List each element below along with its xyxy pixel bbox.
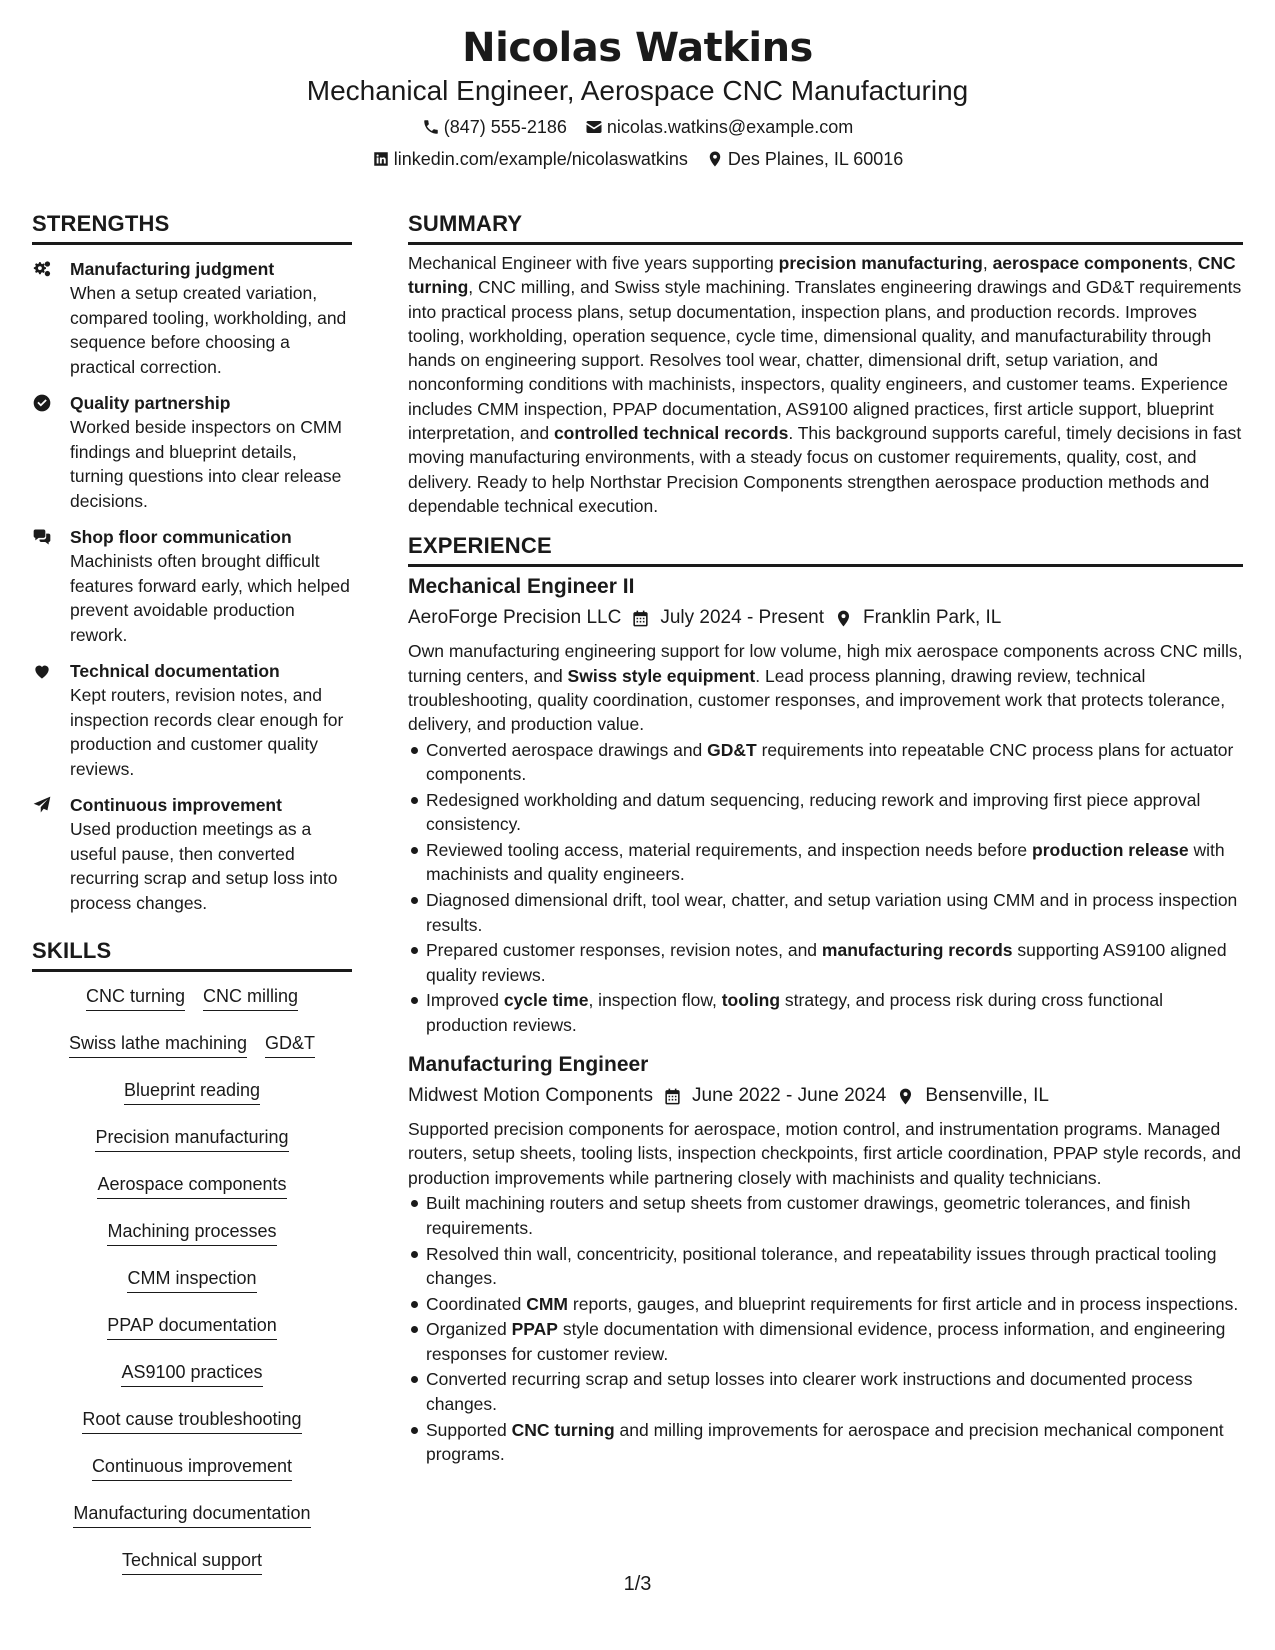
gears-icon <box>32 259 52 279</box>
list-item: Converted aerospace drawings and GD&T requirements into repeatable CNC process plans for actuator components. <box>408 738 1243 787</box>
location-pin-icon <box>706 150 724 168</box>
list-item: Organized PPAP style documentation with dimensional evidence, process information, and engineering responses for customer review. <box>408 1317 1243 1366</box>
skill-row <box>32 1072 352 1119</box>
strengths-list <box>32 257 352 915</box>
skill-row <box>32 1401 352 1448</box>
skill-tag: CNC milling <box>203 978 298 1011</box>
location-text: Des Plaines, IL 60016 <box>727 149 904 169</box>
contact-linkedin[interactable] <box>372 147 688 171</box>
experience-heading: EXPERIENCE <box>408 532 1243 567</box>
strength-item <box>32 793 352 915</box>
job-company: AeroForge Precision LLC <box>408 607 622 629</box>
left-column <box>32 210 352 1589</box>
strength-description: Worked beside inspectors on CMM findings and blueprint details, turning questions into clear release decisions. <box>70 417 343 511</box>
list-item: Resolved thin wall, concentricity, positional tolerance, and repeatability issues through practical tooling changes. <box>408 1242 1243 1291</box>
job-meta <box>408 605 1243 631</box>
skills-section <box>32 937 352 1589</box>
strength-item <box>32 525 352 647</box>
summary-paragraph: Mechanical Engineer with five years supporting precision manufacturing, aerospace components, CNC turning, CNC milling, and Swiss style machining. Translates engineering drawings and GD&T requirements into practical process plans, setup documentation, inspection plans, and production records. Improves tooling, workholding, operation sequence, cycle time, dimensional quality, and manufacturability through hands on engineering support. Resolves tool wear, chatter, dimensional drift, setup variation, and nonconforming conditions with machinists, inspectors, quality engineers, and customer teams. Experience includes CMM inspection, PPAP documentation, AS9100 aligned practices, first article support, blueprint interpretation, and controlled technical records. This background supports careful, timely decisions in fast moving manufacturing environments, with a steady focus on customer requirements, quality, cost, and delivery. Ready to help Northstar Precision Components strengthen aerospace production methods and dependable technical execution. <box>408 253 1242 516</box>
contact-line-2 <box>0 147 1275 171</box>
list-item: Reviewed tooling access, material requirements, and inspection needs before production release with machinists and quality engineers. <box>408 838 1243 887</box>
job-meta <box>408 1083 1243 1109</box>
summary-heading: SUMMARY <box>408 210 1243 245</box>
list-item: Coordinated CMM reports, gauges, and blueprint requirements for first article and in process inspections. <box>408 1292 1243 1316</box>
job-dates: June 2022 - June 2024 <box>692 1085 887 1107</box>
skills-list <box>32 972 352 1589</box>
right-column <box>408 210 1243 1466</box>
skill-tag: Manufacturing documentation <box>73 1495 310 1528</box>
strength-description: Machinists often brought difficult features forward early, which helped prevent avoidable production rework. <box>70 551 350 645</box>
linkedin-icon <box>372 150 390 168</box>
skill-tag: CNC turning <box>86 978 185 1011</box>
list-item: Redesigned workholding and datum sequencing, reducing rework and improving first piece approval consistency. <box>408 788 1243 837</box>
job-company: Midwest Motion Components <box>408 1085 653 1107</box>
calendar-icon <box>631 609 650 628</box>
contact-email[interactable] <box>585 115 853 139</box>
skill-row <box>32 1025 352 1072</box>
job-title: Manufacturing Engineer <box>408 1053 649 1077</box>
skill-tag: CMM inspection <box>127 1260 256 1293</box>
linkedin-text: linkedin.com/example/nicolaswatkins <box>393 149 688 169</box>
heart-icon <box>32 661 52 681</box>
email-text: nicolas.watkins@example.com <box>606 117 854 137</box>
skill-row <box>32 1166 352 1213</box>
strength-title: Technical documentation <box>70 661 280 681</box>
paper-plane-icon <box>32 795 52 815</box>
resume-header <box>0 24 1275 171</box>
skill-tag: AS9100 practices <box>121 1354 262 1387</box>
page-number: 1/3 <box>623 1573 652 1595</box>
strength-description: Used production meetings as a useful pause, then converted recurring scrap and setup loss into process changes. <box>70 819 338 913</box>
strength-description: When a setup created variation, compared tooling, workholding, and sequence before choosing a practical correction. <box>70 283 347 377</box>
strength-title: Shop floor communication <box>70 527 292 547</box>
job-bullets <box>408 738 1243 1037</box>
envelope-icon <box>585 118 603 136</box>
strength-title: Quality partnership <box>70 393 231 413</box>
contact-line-1 <box>0 115 1275 139</box>
skill-tag: Blueprint reading <box>124 1072 260 1105</box>
skill-tag: GD&T <box>265 1025 315 1058</box>
skill-tag: Aerospace components <box>97 1166 286 1199</box>
job-location: Franklin Park, IL <box>863 607 1002 629</box>
strength-description: Kept routers, revision notes, and inspection records clear enough for production and customer quality reviews. <box>70 685 344 779</box>
strength-title: Continuous improvement <box>70 795 282 815</box>
skill-row <box>32 1354 352 1401</box>
skill-tag: Machining processes <box>107 1213 276 1246</box>
experience-section <box>408 532 1243 1466</box>
job-list <box>408 573 1243 1466</box>
strength-item <box>32 391 352 513</box>
strength-title: Manufacturing judgment <box>70 259 275 279</box>
skill-tag: Root cause troubleshooting <box>82 1401 301 1434</box>
skill-tag: Swiss lathe machining <box>69 1025 247 1058</box>
calendar-icon <box>663 1087 682 1106</box>
location-pin-icon <box>896 1087 915 1106</box>
skills-heading: SKILLS <box>32 937 352 972</box>
list-item: Diagnosed dimensional drift, tool wear, chatter, and setup variation using CMM and in process inspection results. <box>408 888 1243 937</box>
strength-item <box>32 659 352 781</box>
skill-row <box>32 1119 352 1166</box>
phone-icon <box>422 118 440 136</box>
skill-row <box>32 1448 352 1495</box>
list-item: Prepared customer responses, revision notes, and manufacturing records supporting AS9100 aligned quality reviews. <box>408 938 1243 987</box>
job-entry <box>408 573 1243 1037</box>
job-bullets <box>408 1191 1243 1466</box>
job-entry <box>408 1051 1243 1466</box>
phone-text: (847) 555-2186 <box>443 117 567 137</box>
check-circle-icon <box>32 393 52 413</box>
job-location: Bensenville, IL <box>925 1085 1049 1107</box>
job-title: Mechanical Engineer II <box>408 575 635 599</box>
strength-item <box>32 257 352 379</box>
list-item: Supported CNC turning and milling improvements for aerospace and precision mechanical component programs. <box>408 1418 1243 1467</box>
job-description: Supported precision components for aerospace, motion control, and instrumentation programs. Managed routers, setup sheets, tooling lists, inspection checkpoints, first article coordination, PPAP style records, and production improvements while partnering closely with machinists and quality technicians. <box>408 1119 1241 1188</box>
skill-tag: PPAP documentation <box>107 1307 276 1340</box>
contact-phone[interactable] <box>422 115 567 139</box>
list-item: Improved cycle time, inspection flow, tooling strategy, and process risk during cross functional production reviews. <box>408 988 1243 1037</box>
skill-row <box>32 1213 352 1260</box>
location-pin-icon <box>834 609 853 628</box>
comments-icon <box>32 527 52 547</box>
strengths-heading: STRENGTHS <box>32 210 352 245</box>
skill-tag: Continuous improvement <box>92 1448 292 1481</box>
skill-row <box>32 978 352 1025</box>
candidate-name: Nicolas Watkins <box>462 25 813 71</box>
job-dates: July 2024 - Present <box>660 607 825 629</box>
contact-location <box>706 147 903 171</box>
list-item: Built machining routers and setup sheets from customer drawings, geometric tolerances, and finish requirements. <box>408 1191 1243 1240</box>
list-item: Converted recurring scrap and setup losses into clearer work instructions and documented process changes. <box>408 1367 1243 1416</box>
candidate-headline: Mechanical Engineer, Aerospace CNC Manufacturing <box>306 75 969 106</box>
skill-tag: Technical support <box>122 1542 262 1575</box>
skill-row <box>32 1307 352 1354</box>
job-description: Own manufacturing engineering support for low volume, high mix aerospace components across CNC mills, turning centers, and Swiss style equipment. Lead process planning, drawing review, technical troubleshooting, quality coordination, customer responses, and improvement work that protects tolerance, delivery, and production value. <box>408 641 1243 735</box>
skill-row <box>32 1260 352 1307</box>
skill-row <box>32 1495 352 1542</box>
skill-tag: Precision manufacturing <box>95 1119 288 1152</box>
